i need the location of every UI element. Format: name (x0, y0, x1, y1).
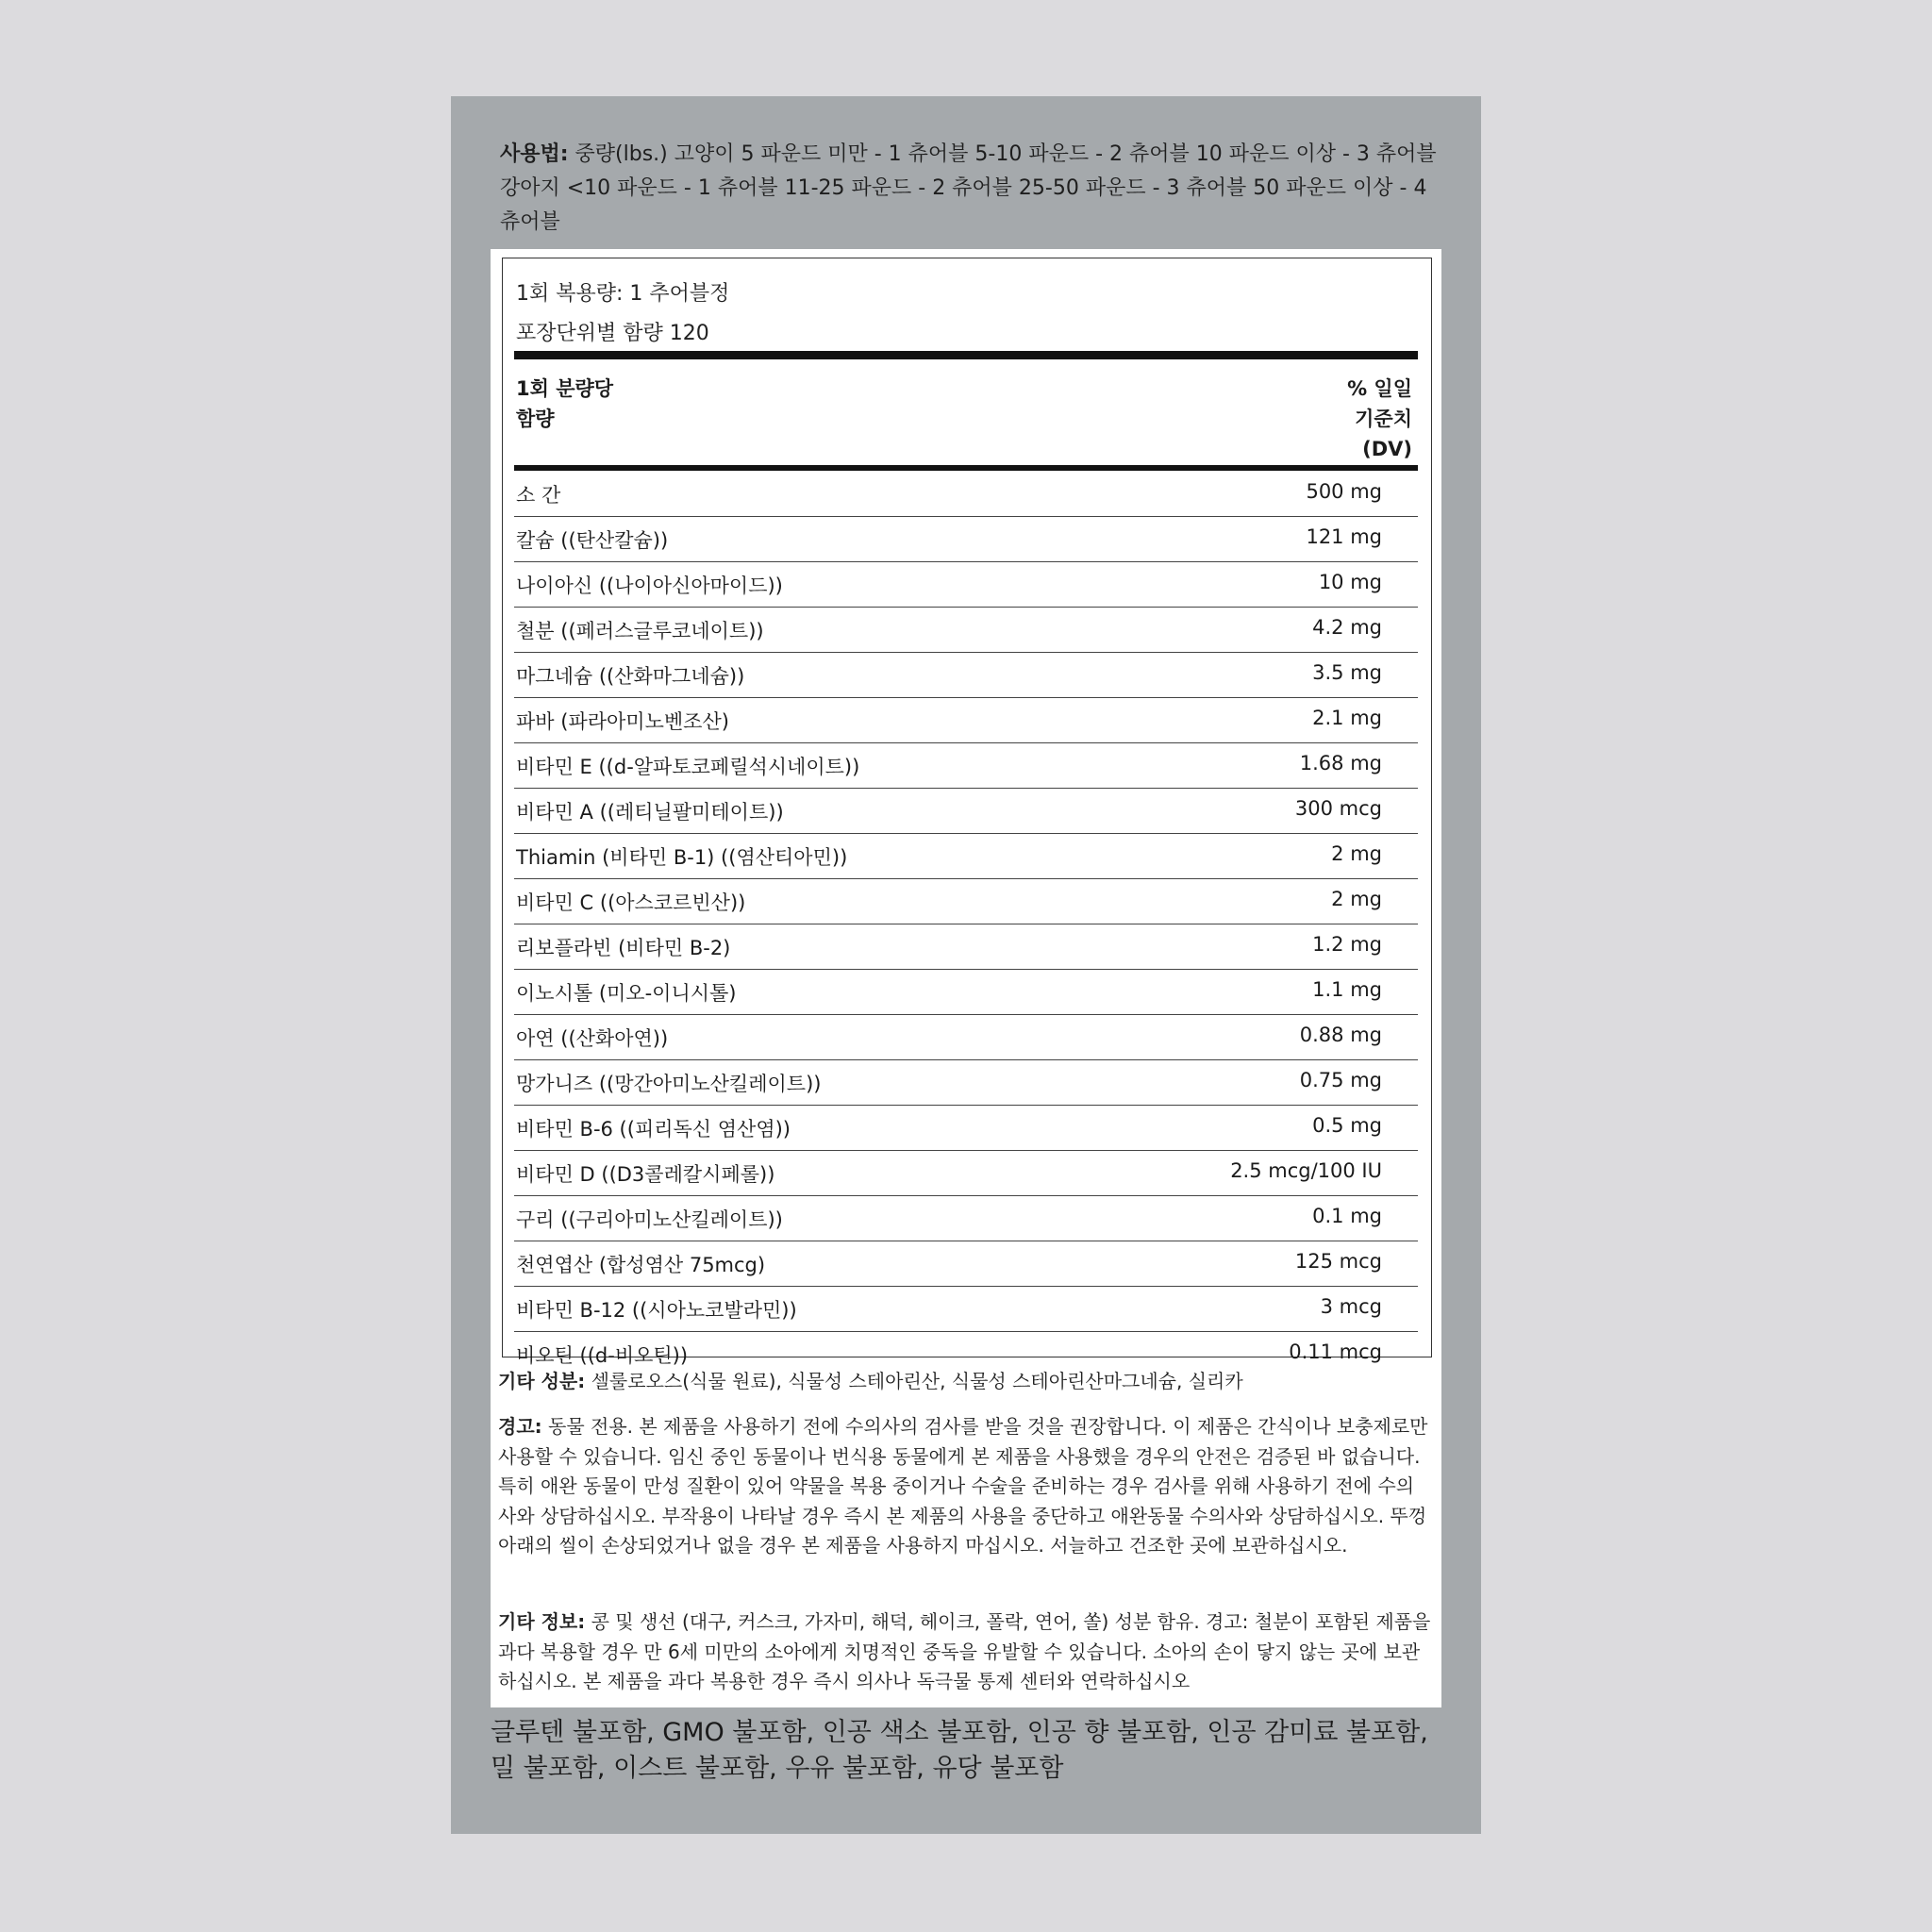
nutrient-name: 아연 ((산화아연)) (516, 1027, 669, 1050)
usage-directions (500, 138, 1443, 240)
nutrient-name: 구리 ((구리아미노산킬레이트)) (516, 1208, 783, 1231)
table-row (514, 1287, 1418, 1332)
nutrient-name: 이노시톨 (미오-이니시톨) (516, 982, 737, 1005)
nutrient-name: 비타민 C ((아스코르빈산)) (516, 891, 746, 914)
table-row (514, 1151, 1418, 1196)
nutrient-name: 비오틴 ((d-비오틴)) (516, 1344, 689, 1367)
nutrient-name: 천연엽산 (합성염산 75mcg) (516, 1254, 766, 1276)
nutrient-name: 비타민 A ((레티닐팔미테이트)) (516, 801, 784, 824)
table-row (514, 743, 1418, 789)
nutrient-amount: 2.1 mg (1312, 707, 1382, 729)
nutrient-name: Thiamin (비타민 B-1) ((염산티아민)) (516, 846, 848, 869)
table-row (514, 517, 1418, 562)
nutrient-amount: 1.1 mg (1312, 978, 1382, 1001)
table-row (514, 608, 1418, 653)
nutrient-amount: 0.75 mg (1299, 1069, 1382, 1091)
nutrient-name: 나이아신 ((나이아신아마이드)) (516, 575, 783, 597)
table-row (514, 1241, 1418, 1287)
nutrient-name: 망가니즈 ((망간아미노산킬레이트)) (516, 1073, 822, 1095)
nutrient-amount: 500 mg (1306, 480, 1382, 503)
nutrient-amount: 2.5 mcg/100 IU (1230, 1159, 1382, 1182)
nutrient-amount: 2 mg (1331, 888, 1382, 910)
servings-per-container: 포장단위별 함량 120 (516, 322, 709, 345)
nutrient-amount: 1.68 mg (1299, 752, 1382, 774)
amount-per-serving-header: 1회 분량당 함량 (516, 377, 614, 430)
serving-size: 1회 복용량: 1 추어블정 (516, 282, 730, 306)
table-row (514, 1060, 1418, 1106)
supplement-label (491, 249, 1441, 1707)
other-info: 기타 정보: 콩 및 생선 (대구, 커스크, 가자미, 해덕, 헤이크, 폴락, 연어, 쏠) 성분 함유. 경고: 철분이 포함된 제품을 과다 복용할 경우 만 6세 미만의 소아에게 치명적인 중독을 유발할 수 있습니다. 소아의 손이 닿지 않는 곳에 보관하십시오. 본 제품을 과다 복용한 경우 즉시 의사나 독극물 통제 센터와 연락하십시오 (498, 1610, 1431, 1692)
product-label-panel (451, 96, 1481, 1834)
nutrient-name: 소 간 (516, 484, 561, 507)
nutrient-amount: 2 mg (1331, 842, 1382, 865)
nutrient-name: 마그네슘 ((산화마그네슘)) (516, 665, 745, 688)
thick-divider (514, 465, 1418, 471)
table-row (514, 1196, 1418, 1241)
nutrient-name: 비타민 D ((D3콜레칼시페롤)) (516, 1163, 775, 1186)
nutrient-name: 철분 ((페러스글루코네이트)) (516, 620, 764, 642)
nutrient-name: 리보플라빈 (비타민 B-2) (516, 937, 731, 959)
nutrient-name: 비타민 E ((d-알파토코페릴석시네이트)) (516, 756, 860, 778)
table-row (514, 562, 1418, 608)
table-row (514, 1106, 1418, 1151)
nutrient-amount: 10 mg (1318, 571, 1382, 593)
nutrient-list (514, 472, 1418, 1376)
free-from-statement: 글루텐 불포함, GMO 불포함, 인공 색소 불포함, 인공 향 불포함, 인공 감미료 불포함, 밀 불포함, 이스트 불포함, 우유 불포함, 유당 불포함 (491, 1718, 1428, 1783)
nutrient-amount: 3.5 mg (1312, 661, 1382, 684)
supplement-facts-box (502, 258, 1432, 1367)
nutrient-amount: 1.2 mg (1312, 933, 1382, 956)
nutrient-amount: 121 mg (1306, 525, 1382, 548)
nutrient-amount: 3 mcg (1320, 1295, 1382, 1318)
table-row (514, 1015, 1418, 1060)
other-ingredients: 기타 성분: 셀룰로오스(식물 원료), 식물성 스테아린산, 식물성 스테아린산마그네슘, 실리카 (498, 1370, 1243, 1392)
warning-text: 경고: 동물 전용. 본 제품을 사용하기 전에 수의사의 검사를 받을 것을 권장합니다. 이 제품은 간식이나 보충제로만 사용할 수 있습니다. 임신 중인 동물이나 번식용 동물에게 본 제품을 사용했을 경우의 안전은 검증된 바 없습니다. 특히 애완 동물이 만성 질환이 있어 약물을 복용 중이거나 수술을 준비하는 경우 검사를 위해 사용하기 전에 수의사와 상담하십시오. 부작용이 나타날 경우 즉시 본 제품의 사용을 중단하고 애완동물 수의사와 상담하십시오. 뚜껑 아래의 씰이 손상되었거나 없을 경우 본 제품을 사용하지 마십시오. 서늘하고 건조한 곳에 보관하십시오. (498, 1415, 1428, 1557)
table-row (514, 698, 1418, 743)
usage-label: 사용법: (500, 142, 569, 166)
table-row (514, 789, 1418, 834)
nutrient-name: 파바 (파라아미노벤조산) (516, 710, 729, 733)
nutrient-name: 비타민 B-12 ((시아노코발라민)) (516, 1299, 797, 1322)
table-row (514, 653, 1418, 698)
nutrient-amount: 0.88 mg (1299, 1024, 1382, 1046)
usage-text: 중량(lbs.) 고양이 5 파운드 미만 - 1 츄어블 5-10 파운드 - 2 츄어블 10 파운드 이상 - 3 츄어블 강아지 <10 파운드 - 1 츄어블 11-25 파운드 - 2 츄어블 25-50 파운드 - 3 츄어블 50 파운드 이상 - 4 츄어블 (500, 142, 1437, 234)
nutrient-amount: 300 mcg (1294, 797, 1382, 820)
daily-value-header: % 일일 기준치 (DV) (1347, 377, 1412, 460)
table-row (514, 924, 1418, 970)
nutrient-amount: 125 mcg (1294, 1250, 1382, 1273)
nutrient-amount: 0.5 mg (1312, 1114, 1382, 1137)
nutrient-amount: 4.2 mg (1312, 616, 1382, 639)
nutrient-amount: 0.11 mcg (1289, 1341, 1382, 1363)
table-row (514, 472, 1418, 517)
table-row (514, 834, 1418, 879)
table-row (514, 970, 1418, 1015)
thick-divider (514, 351, 1418, 359)
nutrient-name: 칼슘 ((탄산칼슘)) (516, 529, 669, 552)
table-row (514, 879, 1418, 924)
nutrient-name: 비타민 B-6 ((피리독신 염산염)) (516, 1118, 791, 1141)
nutrient-amount: 0.1 mg (1312, 1205, 1382, 1227)
